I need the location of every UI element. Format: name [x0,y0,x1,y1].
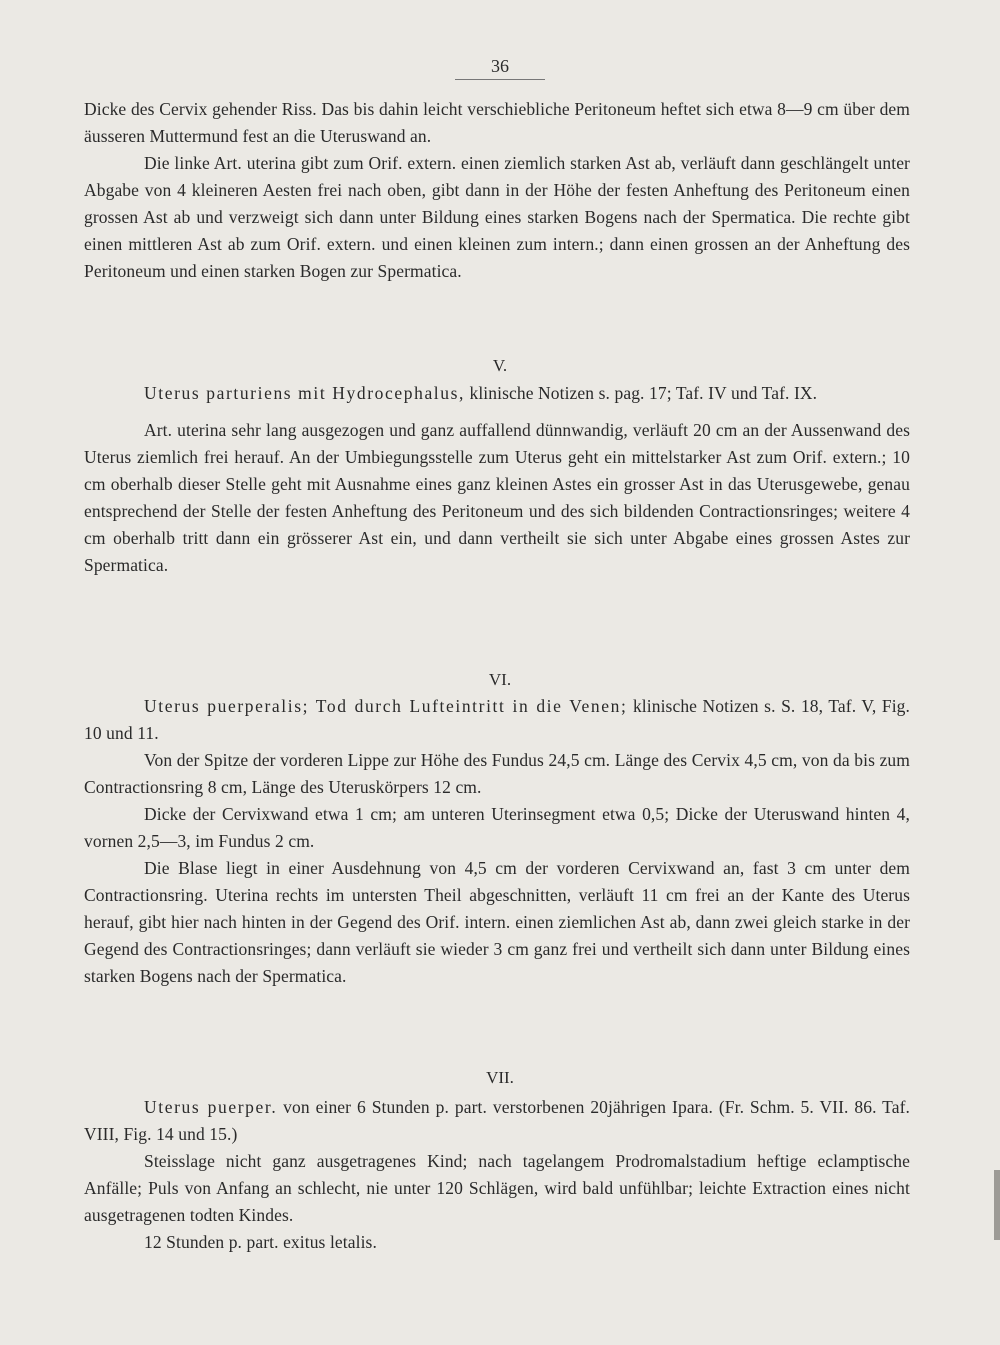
section-v-paragraph: Art. uterina sehr lang ausgezogen und ganz auffallend dünnwandig, verläuft 20 cm an der Aussenwand des Uterus ziemlich frei herauf. An der Umbiegungsstelle zum Uterus geht ein mittelstarker Ast zum Orif. extern.; 10 cm oberhalb dieser Stelle geht mit Ausnahme eines ganz kleinen Astes ein grosser Ast in das Uterusgewebe, genau entsprechend der Stelle der festen Anheftung des Peritoneum und des sich bildenden Contractionsringes; weitere 4 cm oberhalb tritt dann ein grösserer Ast ein, und dann vertheilt sie sich unter Abgabe eines grossen Astes zur Spermatica. [84,420,910,575]
page-number: 36 [491,56,509,76]
section-v-reference: klinische Notizen s. pag. 17; Taf. IV und Taf. IX. [465,383,818,403]
section-vi-title: Uterus puerperalis; Tod durch Lufteintritt in die Venen; [144,696,628,716]
section-vi-paragraph-3: Die Blase liegt in einer Ausdehnung von 4,5 cm der vorderen Cervixwand an, fast 3 cm unter dem Contractionsring. Uterina rechts im untersten Theil abgeschnitten, verläuft 11 cm frei an der Kante des Uterus herauf, gibt hier nach hinten in der Gegend des Orif. intern. einen ziemlichen Ast ab, dann zwei gleich starke in der Gegend des Contractionsringes; dann verläuft sie wieder 3 cm ganz frei und vertheilt sich dann unter Bildung eines starken Bogens nach der Spermatica. [84,858,910,986]
section-vi-block [84,693,910,990]
section-v-intro [84,380,910,407]
page-edge-shadow [994,1170,1000,1240]
section-vii-paragraph-2: 12 Stunden p. part. exitus letalis. [144,1232,377,1252]
section-vi-paragraph-1: Von der Spitze der vorderen Lippe zur Höhe des Fundus 24,5 cm. Länge des Cervix 4,5 cm, von da bis zum Contractionsring 8 cm, Länge des Uteruskörpers 12 cm. [84,750,910,797]
section-v-heading: V. [492,356,508,375]
section-vi-heading: VI. [488,670,512,689]
section-vii-reference: von einer 6 Stunden p. part. verstorbenen 20jährigen Ipara. (Fr. Schm. 5. VII. 86. Taf. VIII, Fig. 14 und 15.) [84,1097,910,1144]
section-vii-block [84,1094,910,1256]
section-vii-intro [84,1094,910,1148]
section-v-block [84,380,910,579]
section-vi-paragraph-2: Dicke der Cervixwand etwa 1 cm; am unteren Uterinsegment etwa 0,5; Dicke der Uteruswand hinten 4, vornen 2,5—3, im Fundus 2 cm. [84,804,910,851]
section-v-title: Uterus parturiens mit Hydrocephalus, [144,383,466,403]
opening-text-block [84,96,910,285]
section-vi-intro [84,693,910,747]
paragraph-continuation: Dicke des Cervix gehender Riss. Das bis dahin leicht verschiebliche Peritoneum heftet sich etwa 8—9 cm über dem äusseren Muttermund fest an die Uteruswand an. [84,99,910,146]
section-vii-paragraph-1: Steisslage nicht ganz ausgetragenes Kind; nach tagelangem Prodromalstadium heftige eclamptische Anfälle; Puls von Anfang an schlecht, nie unter 120 Schlägen, wird bald unfühlbar; leichte Extraction eines nicht ausgetragenen todten Kindes. [84,1151,910,1225]
section-vi-reference: klinische Notizen s. S. 18, Taf. V, Fig. 10 und 11. [84,696,910,743]
section-vii-title: Uterus puerper. [144,1097,278,1117]
section-vii-heading: VII. [486,1068,514,1087]
page-number-rule [455,79,545,80]
paragraph-art-uterina-left: Die linke Art. uterina gibt zum Orif. extern. einen ziemlich starken Ast ab, verläuft dann geschlängelt unter Abgabe von 4 kleineren Aesten frei nach oben, gibt dann in der Höhe der festen Anheftung des Peritoneum einen grossen Ast ab und verzweigt sich dann unter Bildung eines starken Bogens nach der Spermatica. Die rechte gibt einen mittleren Ast ab zum Orif. extern. und einen kleinen zum intern.; dann einen grossen an der Anheftung des Peritoneum und einen starken Bogen zur Spermatica. [84,153,910,281]
